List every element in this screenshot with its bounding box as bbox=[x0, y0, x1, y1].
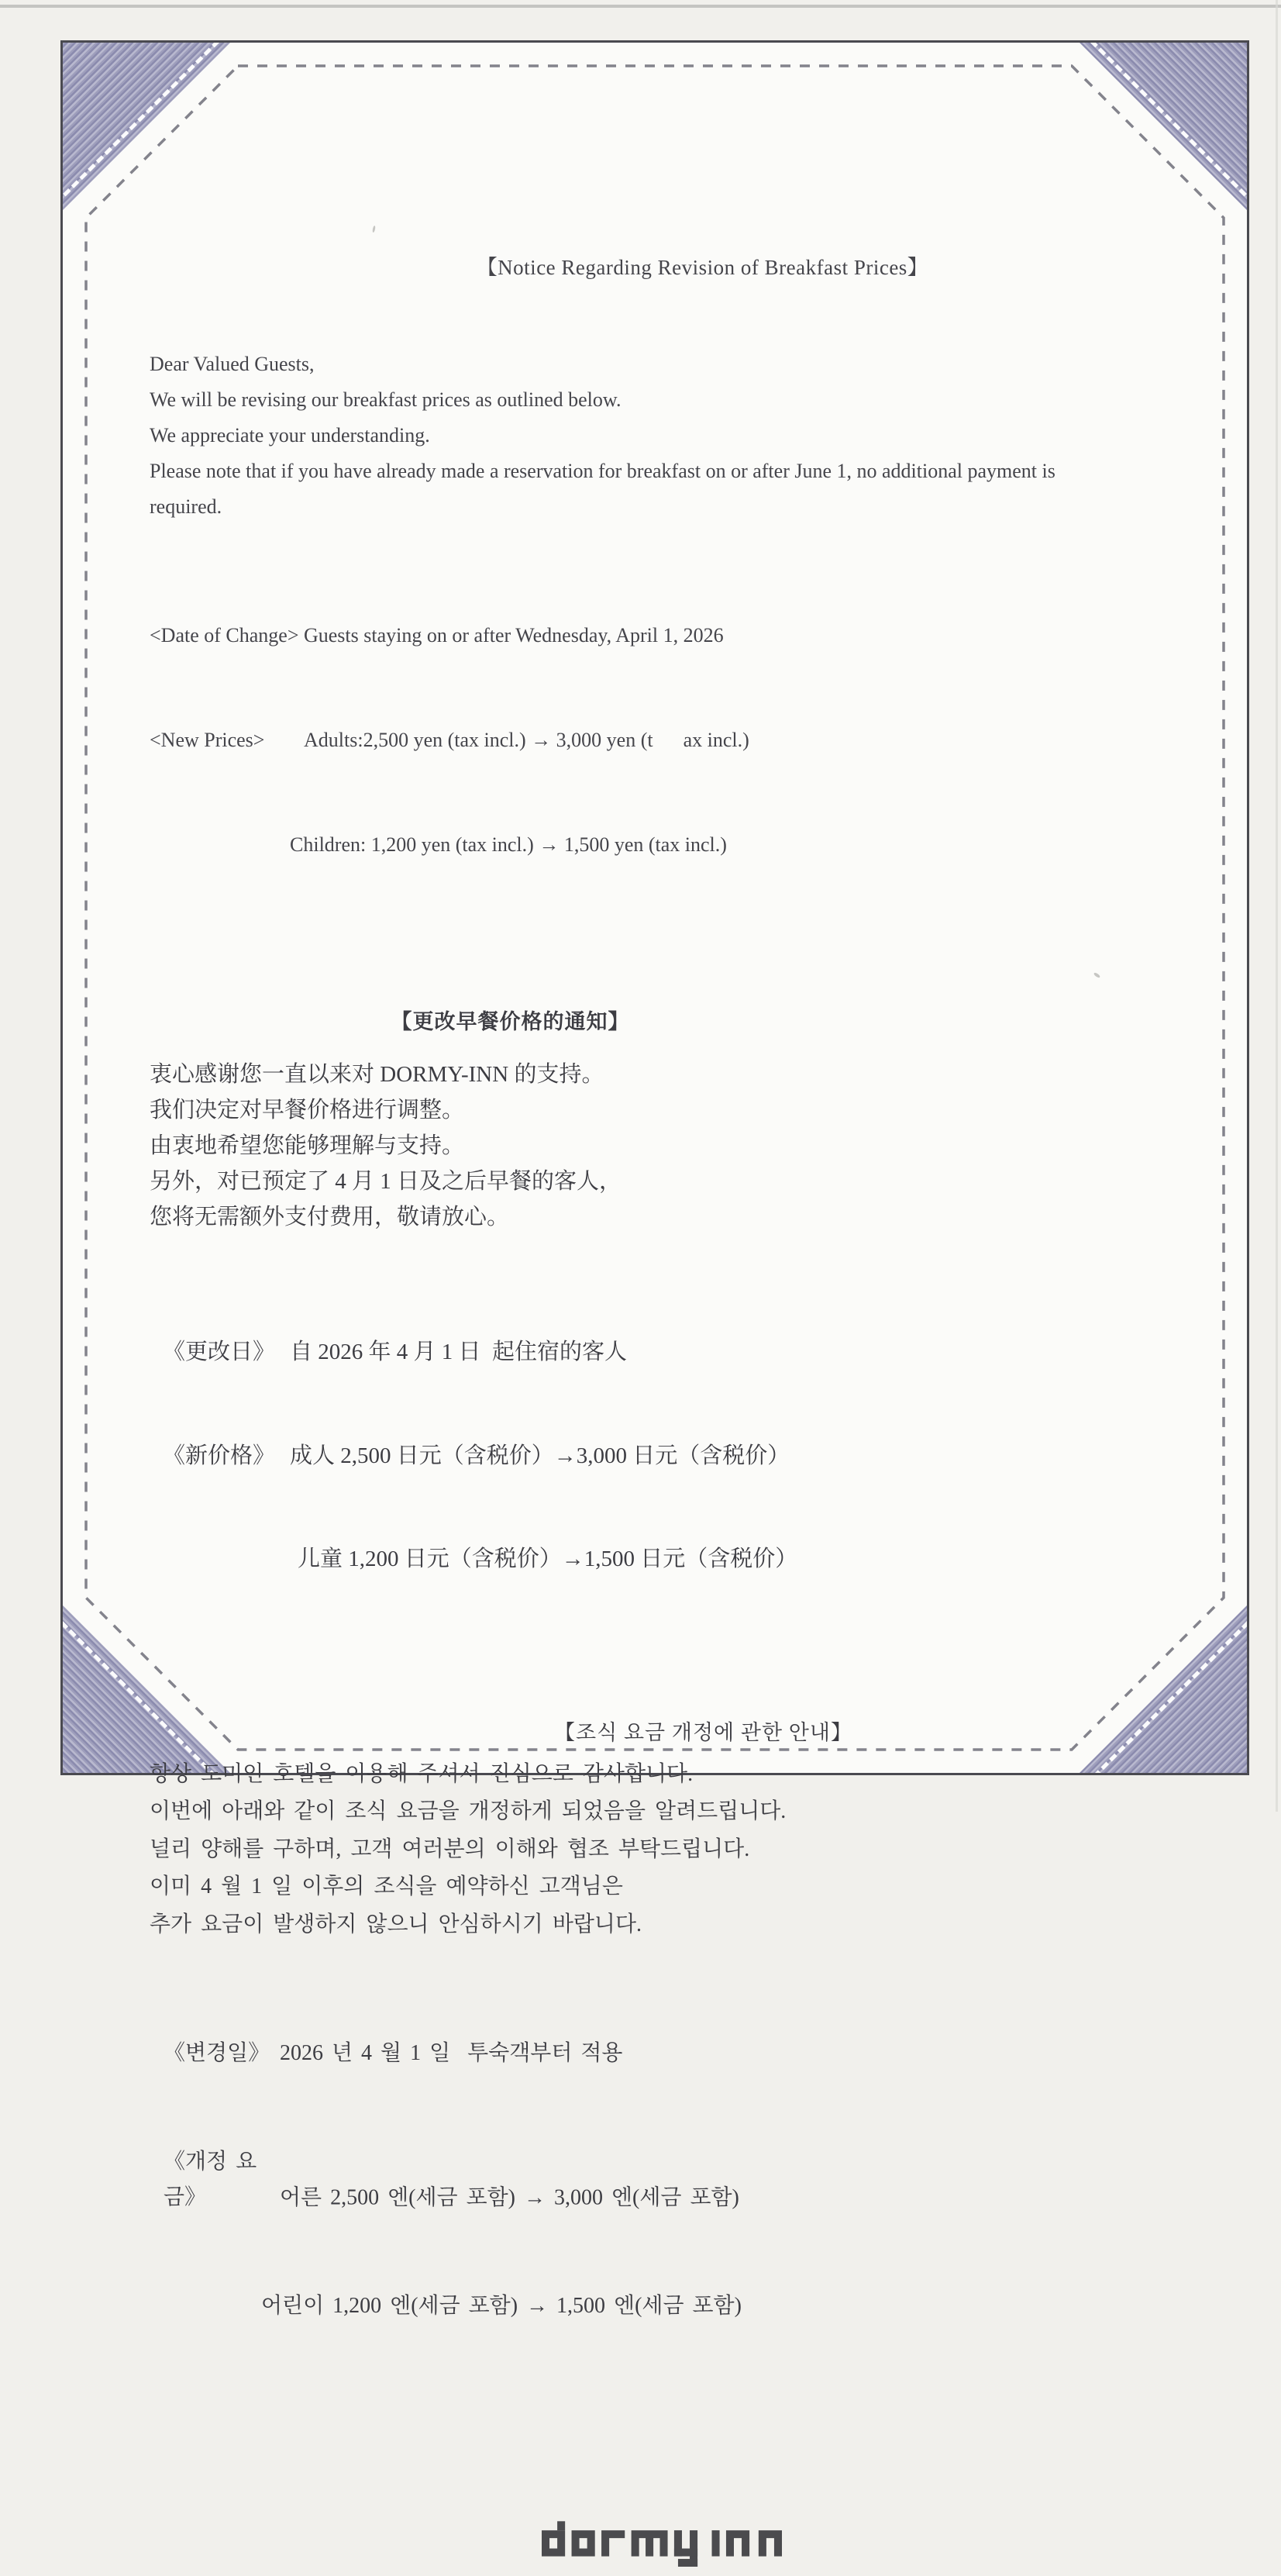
body-line: 我们决定对早餐价格进行调整。 bbox=[150, 1098, 465, 1122]
body-line: We appreciate your understanding. bbox=[150, 424, 430, 447]
body-line: Please note that if you have already made a reservation for breakfast on or after June 1, no additional payment is bbox=[150, 460, 1055, 482]
row-value: 成人 2,500 日元（含税价）→3,000 日元（含税价） bbox=[290, 1443, 790, 1468]
children-price-line: Children: 1,200 yen (tax incl.) → 1,500 yen (tax incl.) bbox=[290, 833, 727, 856]
body-line: 由衷地希望您能够理解与支持。 bbox=[150, 1133, 465, 1158]
row-label: 《更改日》 bbox=[163, 1340, 276, 1364]
body-line: Dear Valued Guests, bbox=[150, 353, 315, 375]
price-details-chinese bbox=[150, 1266, 1173, 1646]
body-line: 衷心感谢您一直以来对 DORMY-INN 的支持。 bbox=[150, 1062, 604, 1087]
new-prices-adults-line bbox=[150, 722, 1173, 757]
new-price-row bbox=[150, 2144, 1173, 2216]
row-value: 어른 2,500 엔(세금 포함) → 3,000 엔(세금 포함) bbox=[280, 2185, 739, 2209]
notice-content bbox=[63, 43, 1247, 2318]
children-price-row: 儿童 1,200 日元（含税价）→1,500 日元（含税价） bbox=[298, 1547, 798, 1571]
date-of-change-line: <Date of Change> Guests staying on or after Wednesday, April 1, 2026 bbox=[150, 624, 724, 647]
row-value: 2026 년 4 월 1 일 투숙객부터 적용 bbox=[280, 2041, 623, 2065]
body-line: 이번에 아래와 같이 조식 요금을 개정하게 되었음을 알려드립니다. bbox=[150, 1799, 787, 1823]
dormy-inn-logo-icon bbox=[542, 2517, 782, 2572]
new-price-row bbox=[150, 1439, 1173, 1474]
row-label: 《개정 요금》 bbox=[164, 2149, 257, 2209]
price-details-korean bbox=[150, 1964, 1173, 2396]
scan-edge-artifact bbox=[1276, 0, 1278, 1812]
body-line: 항상 도미인 호텔을 이용해 주셔서 진심으로 감사합니다. bbox=[150, 1761, 694, 1786]
body-line: 추가 요금이 발생하지 않으니 안심하시기 바랍니다. bbox=[150, 1912, 642, 1936]
row-value: 自 2026 年 4 月 1 日 起住宿的客人 bbox=[290, 1340, 628, 1364]
body-line: required. bbox=[150, 495, 222, 518]
new-prices-label: <New Prices> bbox=[150, 729, 265, 751]
notice-body-chinese bbox=[150, 1057, 1173, 1235]
body-line: 이미 4 월 1 일 이후의 조식을 예약하신 고객님은 bbox=[150, 1874, 623, 1898]
change-date-row bbox=[150, 1335, 1173, 1370]
scan-edge-artifact bbox=[0, 5, 1281, 8]
change-date-row bbox=[150, 2036, 1173, 2072]
notice-title-english: 【Notice Regarding Revision of Breakfast Prices】 bbox=[476, 256, 929, 279]
notice-body-korean bbox=[150, 1756, 1173, 1944]
dormy-inn-logo bbox=[150, 2517, 1173, 2576]
adults-price: Adults:2,500 yen (tax incl.) → 3,000 yen (t ax incl.) bbox=[304, 729, 749, 751]
notice-document bbox=[60, 40, 1249, 2318]
logo-text bbox=[782, 2517, 783, 2518]
body-line: 另外，对已预定了 4 月 1 日及之后早餐的客人， bbox=[150, 1169, 622, 1194]
body-line: We will be revising our breakfast prices as outlined below. bbox=[150, 388, 622, 411]
notice-title-korean: 【조식 요금 개정에 관한 안내】 bbox=[554, 1720, 852, 1744]
body-line: 您将无需额外支付费用，敬请放心。 bbox=[150, 1205, 510, 1229]
notice-title-chinese: 【更改早餐价格的通知】 bbox=[391, 1010, 630, 1033]
row-label: 《변경일》 bbox=[164, 2041, 270, 2065]
notice-body-english bbox=[150, 347, 1173, 525]
price-details-english bbox=[150, 548, 1173, 932]
children-price-row: 어린이 1,200 엔(세금 포함) → 1,500 엔(세금 포함) bbox=[261, 2293, 742, 2318]
body-line: 널리 양해를 구하며, 고객 여러분의 이해와 협조 부탁드립니다. bbox=[150, 1836, 750, 1861]
row-label: 《新价格》 bbox=[163, 1443, 276, 1468]
